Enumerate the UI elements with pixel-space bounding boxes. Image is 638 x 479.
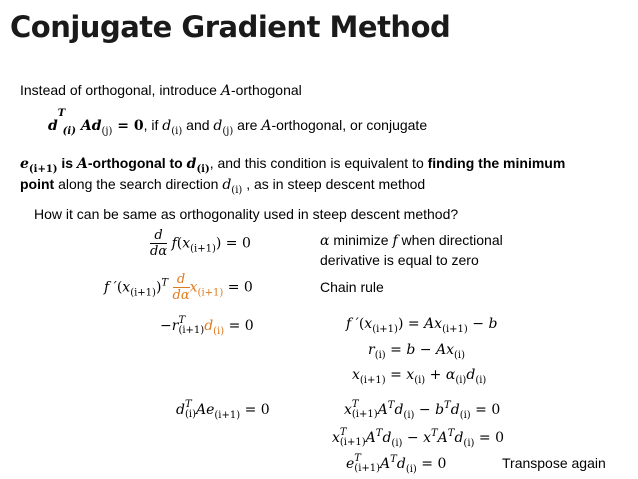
- eq1-x-sub: (i+1): [190, 243, 216, 255]
- intro-A: A: [220, 83, 231, 99]
- eq3-sub: (i+1): [178, 325, 205, 336]
- e-d-sub: (i): [196, 164, 210, 175]
- t2-T: T: [339, 427, 347, 438]
- e-condition-line-2: [20, 176, 425, 196]
- eq1-x: x: [182, 235, 191, 252]
- eq3-T: T: [178, 315, 186, 326]
- e-d: d: [186, 156, 197, 172]
- t3-T: T: [354, 453, 361, 464]
- dae-A: A: [195, 402, 207, 418]
- eq2-x2-sub: (i+1): [197, 287, 224, 299]
- t2-x: x: [332, 430, 340, 446]
- t1-AT: T: [387, 400, 395, 411]
- note-minimize: minimize: [329, 232, 393, 248]
- t3-e: e: [346, 456, 355, 472]
- eq1-f: f: [171, 235, 177, 252]
- dae-e-sub: (i+1): [214, 410, 241, 421]
- t2-d: d: [382, 430, 392, 446]
- def-A: A: [80, 118, 92, 134]
- t3-AT: T: [390, 454, 397, 465]
- rd-A: A: [435, 342, 447, 358]
- t2-x2: x: [423, 430, 431, 446]
- equation-dAe: [176, 400, 270, 421]
- t2-A2: A: [437, 430, 448, 446]
- rd-minus: −: [419, 342, 432, 358]
- equation-x-update: $x_{(i+1)} = x_{(i)} + \alpha_{(i)}d_{(i)}$: [352, 367, 487, 386]
- def-A2: A: [261, 118, 272, 134]
- eq3-d-sub: (i): [213, 326, 225, 337]
- def-d: d: [48, 118, 58, 134]
- def-dj: d: [213, 118, 223, 134]
- e-orth-to: -orthogonal to: [87, 155, 187, 171]
- t2-A: A: [365, 430, 376, 446]
- def-dj-sub: (j): [222, 126, 234, 137]
- def-d2: d: [91, 118, 102, 134]
- slide-title: Conjugate Gradient Method: [10, 10, 451, 44]
- equation-transpose-1: [344, 400, 500, 421]
- rg-A: A: [424, 316, 435, 332]
- rd-r: r: [368, 342, 375, 358]
- equation-transpose-2: [332, 428, 504, 449]
- t1-b: b: [435, 402, 445, 418]
- xu-x2-sub: (i): [414, 375, 426, 386]
- eq2-frac-num: d: [173, 272, 190, 288]
- def-di: d: [162, 118, 172, 134]
- t1-d2-sub: (i): [459, 410, 471, 421]
- t3-d: d: [396, 456, 406, 472]
- t1-d-sub: (i): [403, 410, 415, 421]
- rd-b: b: [406, 342, 416, 358]
- xu-alpha-sub: (i): [455, 375, 467, 386]
- rd-r-sub: (i): [374, 350, 386, 361]
- t1-x: x: [344, 402, 352, 418]
- eq2-T: T: [161, 277, 169, 289]
- t2-minus: −: [406, 430, 419, 446]
- t1-d: d: [394, 402, 404, 418]
- e-bold-tail: finding the minimum: [427, 155, 566, 171]
- t1-minus: −: [418, 402, 431, 418]
- dae-e: e: [206, 402, 215, 418]
- equation-derivative: $\frac{d}{d\alpha}$ $f(x_{(i+1)}) = 0$: [150, 228, 251, 259]
- dae-d: d: [176, 402, 185, 418]
- e-is: is: [57, 155, 77, 171]
- frac-num: d: [150, 228, 167, 244]
- equation-chain: f $'(x_{(i+1)})^T$ $\frac{d}{d\alpha}$ $x_{(i+1)} = 0$: [104, 272, 253, 303]
- t3-A: A: [380, 456, 391, 472]
- eq2-x2: x: [189, 279, 198, 296]
- t2-xT: T: [430, 428, 438, 439]
- t1-A: A: [377, 402, 388, 418]
- def-T: T: [57, 108, 66, 119]
- chain-rule-label: Chain rule: [320, 279, 384, 295]
- intro-prefix: Instead of orthogonal, introduce: [20, 82, 221, 98]
- xu-plus: +: [429, 367, 442, 383]
- rg-x-sub: (i+1): [372, 324, 398, 335]
- t2-d-sub: (i): [391, 438, 403, 449]
- def-are: are: [233, 117, 262, 133]
- definition-line: [48, 108, 428, 137]
- eq1-eq0: = 0: [221, 235, 251, 252]
- equation-r-def: $r_{(i)} = b - Ax_{(i)}$: [368, 342, 466, 361]
- note-tail1: when directional: [397, 232, 503, 248]
- equation-transpose-3: [346, 454, 446, 475]
- def-eq0: = 0: [112, 118, 144, 134]
- xu-d: d: [466, 367, 476, 383]
- e-condition-line-1: [20, 155, 565, 175]
- t2-A2T: T: [447, 428, 455, 439]
- e-steep: , as in steep descent method: [242, 176, 426, 192]
- def-j: (j): [101, 126, 113, 137]
- t2-d2-sub: (i): [463, 438, 475, 449]
- rg-x: x: [364, 316, 373, 332]
- def-if: , if: [143, 117, 163, 133]
- eq3-minus: −: [160, 318, 172, 334]
- def-and: and: [182, 117, 214, 133]
- frac-den: dα: [150, 244, 168, 259]
- e-A: A: [77, 156, 88, 172]
- t3-d-sub: (i): [405, 464, 417, 475]
- def-i: (i): [62, 126, 76, 137]
- t1-d2: d: [450, 402, 460, 418]
- t2-x-sub: (i+1): [339, 437, 366, 448]
- t2-eq0: = 0: [474, 430, 504, 446]
- intro-suffix: -orthogonal: [230, 82, 302, 98]
- note-f: f: [392, 233, 398, 249]
- equation-gradient: f $'(x_{(i+1)}) = Ax_{(i+1)} - b$: [346, 316, 498, 335]
- e-dir-d: d: [222, 177, 232, 193]
- note-tail2: derivative is equal to zero: [320, 252, 479, 268]
- eq2-x-sub: (i+1): [130, 287, 156, 299]
- xu-x-sub: (i+1): [359, 375, 386, 386]
- xu-d-sub: (i): [475, 375, 487, 386]
- def-tail: -orthogonal, or conjugate: [271, 117, 428, 133]
- eq3-r: r: [171, 318, 179, 334]
- note-alpha: α: [320, 233, 330, 249]
- xu-x: x: [352, 367, 360, 383]
- def-di-sub: (i): [171, 126, 183, 137]
- dae-d-sub: (i): [184, 409, 196, 420]
- t1-bT: T: [444, 400, 451, 411]
- dae-eq0: = 0: [240, 402, 270, 418]
- rg-minus: −: [472, 316, 484, 332]
- e-dir-sub: (i): [231, 185, 243, 196]
- question-text: How it can be same as orthogonality used in steep descent method?: [34, 206, 459, 222]
- intro-line: [20, 82, 302, 99]
- eq2-fprime: f ′: [104, 279, 117, 296]
- e-cond: , and this condition is equivalent to: [209, 155, 428, 171]
- t2-d2: d: [454, 430, 464, 446]
- dae-T: T: [184, 399, 192, 410]
- e-along: along the search direction: [54, 176, 223, 192]
- xu-alpha: α: [445, 367, 456, 383]
- eq3-d: d: [204, 318, 214, 334]
- rg-b: b: [488, 316, 498, 332]
- t1-x-sub: (i+1): [351, 409, 378, 420]
- xu-x2: x: [406, 367, 415, 383]
- frac-d-dalpha: [150, 228, 167, 259]
- e-sub: (i+1): [28, 164, 58, 175]
- t1-T: T: [351, 399, 359, 410]
- equation-residual: [160, 316, 254, 337]
- rd-x: x: [446, 342, 454, 358]
- transpose-again-label: Transpose again: [502, 455, 606, 471]
- eq2-frac-den: dα: [172, 288, 190, 303]
- rg-x2: x: [434, 316, 443, 332]
- eq3-eq0: = 0: [224, 318, 254, 334]
- eq2-eq0: = 0: [223, 279, 253, 296]
- t3-e-sub: (i+1): [354, 463, 381, 474]
- rg-x2-sub: (i+1): [442, 324, 468, 335]
- rg-fprime: f ′: [346, 316, 359, 332]
- t1-eq0: = 0: [470, 402, 501, 418]
- eq2-x: x: [122, 279, 131, 296]
- e-symbol: e: [20, 156, 29, 172]
- note-alpha-minimize: [320, 231, 503, 270]
- t2-AT: T: [375, 428, 383, 439]
- e-point: point: [20, 176, 55, 192]
- eq2-frac: [173, 272, 190, 303]
- t3-eq0: = 0: [416, 456, 447, 472]
- rd-x-sub: (i): [454, 350, 466, 361]
